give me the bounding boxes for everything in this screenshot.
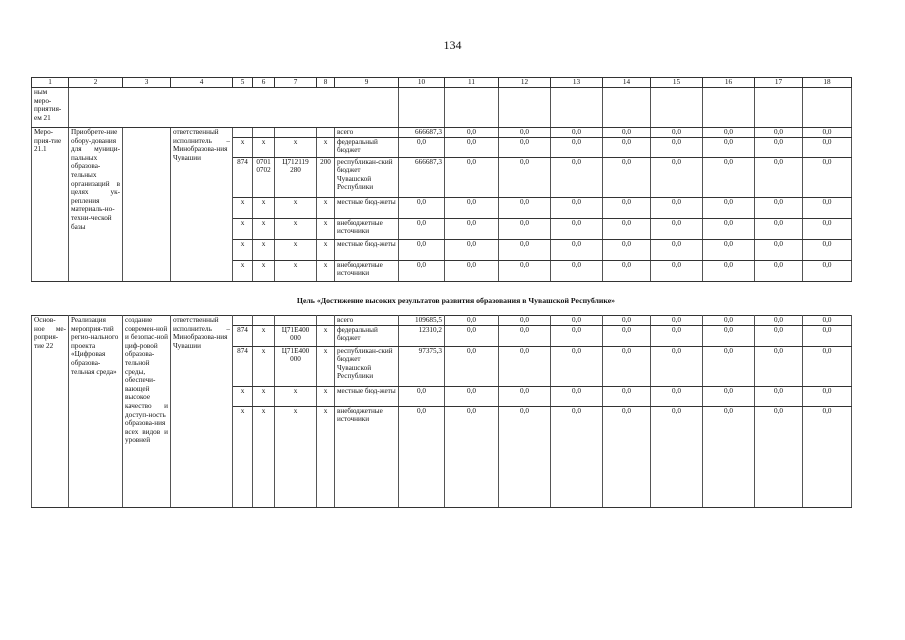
value-cell: 0,0 (651, 316, 703, 326)
value-cell: 0,0 (651, 406, 703, 507)
value-cell: 0,0 (803, 316, 852, 326)
expense-type-cell (317, 128, 335, 138)
section-cell: x (253, 239, 275, 260)
header-cell: 11 (445, 78, 499, 88)
continuation-cell (499, 88, 551, 128)
target-article-cell: Ц712119 280 (275, 157, 317, 197)
expense-type-cell: x (317, 346, 335, 386)
measure-22-title: Реализация мероприя-тий регио-нального проекта «Цифровая образова-тельная среда» (69, 316, 123, 508)
funding-source-cell: республикан-ский бюджет Чувашской Республики (335, 346, 399, 386)
header-cell: 12 (499, 78, 551, 88)
value-cell: 0,0 (703, 406, 755, 507)
header-cell: 1 (32, 78, 69, 88)
value-cell: 0,0 (651, 239, 703, 260)
value-cell: 0,0 (703, 197, 755, 218)
grbs-cell (233, 316, 253, 326)
grbs-cell: 874 (233, 157, 253, 197)
section-cell: x (253, 346, 275, 386)
expense-type-cell: x (317, 325, 335, 346)
value-cell: 0,0 (399, 197, 445, 218)
header-cell: 13 (551, 78, 603, 88)
funding-source-cell: республикан-ский бюджет Чувашской Республики (335, 157, 399, 197)
value-cell: 0,0 (499, 128, 551, 138)
value-cell: 0,0 (603, 346, 651, 386)
value-cell: 0,0 (803, 346, 852, 386)
goal-heading: Цель «Достижение высоких результатов развития образования в Чувашской Республике» (296, 296, 616, 305)
value-cell: 0,0 (445, 260, 499, 281)
section-cell (253, 316, 275, 326)
grbs-cell: x (233, 197, 253, 218)
value-cell: 0,0 (499, 218, 551, 239)
grbs-cell: 874 (233, 346, 253, 386)
value-cell: 0,0 (399, 137, 445, 157)
value-cell: 0,0 (803, 260, 852, 281)
funding-source-cell: местные бюд-жеты (335, 197, 399, 218)
value-cell: 0,0 (499, 346, 551, 386)
value-cell: 0,0 (703, 128, 755, 138)
value-cell: 0,0 (803, 325, 852, 346)
header-cell: 18 (803, 78, 852, 88)
value-cell: 0,0 (551, 157, 603, 197)
target-article-cell: x (275, 218, 317, 239)
value-cell: 0,0 (499, 260, 551, 281)
grbs-cell: 874 (233, 325, 253, 346)
value-cell: 0,0 (399, 386, 445, 406)
value-cell: 0,0 (445, 386, 499, 406)
value-cell: 0,0 (551, 137, 603, 157)
value-cell: 0,0 (603, 218, 651, 239)
header-cell: 16 (703, 78, 755, 88)
value-cell: 0,0 (551, 346, 603, 386)
value-cell: 0,0 (755, 346, 803, 386)
funding-source-cell: местные бюд-жеты (335, 386, 399, 406)
header-cell: 15 (651, 78, 703, 88)
measure-21-1-goal-cell (123, 128, 171, 282)
value-cell: 0,0 (551, 197, 603, 218)
section-cell: 0701 0702 (253, 157, 275, 197)
value-cell: 0,0 (399, 239, 445, 260)
expense-type-cell: x (317, 260, 335, 281)
expense-type-cell: x (317, 218, 335, 239)
funding-source-cell: всего (335, 128, 399, 138)
measure-22-goal: создание современ-ной и безопас-ной циф-ровой образова-тельной среды, обеспечи-вающей высокое качество и доступ-ность образова-ния всех видов и уровней (123, 316, 171, 508)
header-cell: 6 (253, 78, 275, 88)
section-cell (253, 128, 275, 138)
grbs-cell: x (233, 137, 253, 157)
expense-type-cell: x (317, 197, 335, 218)
expense-type-cell: x (317, 406, 335, 507)
header-cell: 10 (399, 78, 445, 88)
value-cell: 0,0 (399, 260, 445, 281)
value-cell: 0,0 (551, 325, 603, 346)
header-cell: 9 (335, 78, 399, 88)
value-cell: 0,0 (651, 137, 703, 157)
value-cell: 12310,2 (399, 325, 445, 346)
expense-type-cell: x (317, 386, 335, 406)
value-cell: 0,0 (603, 316, 651, 326)
section-cell: x (253, 260, 275, 281)
header-cell: 14 (603, 78, 651, 88)
continuation-cell (703, 88, 755, 128)
value-cell: 0,0 (703, 386, 755, 406)
grbs-cell: x (233, 239, 253, 260)
header-row (32, 78, 852, 88)
value-cell: 0,0 (551, 406, 603, 507)
value-cell: 0,0 (703, 346, 755, 386)
value-cell: 0,0 (803, 157, 852, 197)
continuation-cell (399, 88, 445, 128)
grbs-cell (233, 128, 253, 138)
measure-22-executor: ответственный исполнитель – Минобразова-ния Чувашии (171, 316, 233, 508)
continuation-cell (551, 88, 603, 128)
measure-22-label: Основ-ное ме-роприя-тие 22 (32, 316, 69, 508)
target-article-cell: x (275, 260, 317, 281)
value-cell: 0,0 (445, 197, 499, 218)
value-cell: 0,0 (803, 137, 852, 157)
continuation-cell (445, 88, 499, 128)
value-cell: 0,0 (803, 386, 852, 406)
value-cell: 0,0 (651, 128, 703, 138)
value-cell: 0,0 (703, 239, 755, 260)
header-cell: 3 (123, 78, 171, 88)
grbs-cell: x (233, 260, 253, 281)
continuation-cell (603, 88, 651, 128)
value-cell: 0,0 (651, 218, 703, 239)
value-cell: 0,0 (445, 316, 499, 326)
expense-type-cell: 200 (317, 157, 335, 197)
value-cell: 0,0 (399, 218, 445, 239)
value-cell: 0,0 (703, 157, 755, 197)
value-cell: 0,0 (755, 157, 803, 197)
grbs-cell: x (233, 386, 253, 406)
program-table-top (31, 77, 852, 282)
value-cell: 0,0 (603, 325, 651, 346)
continuation-cell (651, 88, 703, 128)
value-cell: 0,0 (445, 218, 499, 239)
funding-source-cell: внебюджетные источники (335, 260, 399, 281)
target-article-cell: x (275, 137, 317, 157)
value-cell: 0,0 (651, 346, 703, 386)
value-cell: 0,0 (499, 157, 551, 197)
header-cell: 4 (171, 78, 233, 88)
measure-21-1-title: Приобрете-ние обору-дования для муници-пальных образова-тельных организаций в целях ук-репления материаль-но-техни-ческой базы (69, 128, 123, 282)
value-cell: 0,0 (499, 406, 551, 507)
value-cell: 0,0 (445, 128, 499, 138)
section-cell: x (253, 386, 275, 406)
target-article-cell: x (275, 406, 317, 507)
value-cell: 0,0 (603, 239, 651, 260)
continuation-row (32, 88, 852, 128)
value-cell: 0,0 (551, 239, 603, 260)
value-cell: 0,0 (603, 137, 651, 157)
value-cell: 0,0 (445, 157, 499, 197)
value-cell: 0,0 (803, 218, 852, 239)
value-cell: 0,0 (651, 325, 703, 346)
value-cell: 0,0 (445, 137, 499, 157)
measure-21-1-label: Меро-прия-тие 21.1 (32, 128, 69, 282)
value-cell: 0,0 (755, 137, 803, 157)
section-cell: x (253, 406, 275, 507)
value-cell: 0,0 (499, 316, 551, 326)
target-article-cell (275, 316, 317, 326)
value-cell: 0,0 (755, 239, 803, 260)
target-article-cell: x (275, 239, 317, 260)
value-cell: 0,0 (803, 239, 852, 260)
grbs-cell: x (233, 406, 253, 507)
value-cell: 0,0 (551, 260, 603, 281)
section-cell: x (253, 197, 275, 218)
value-cell: 0,0 (603, 386, 651, 406)
value-cell: 0,0 (499, 197, 551, 218)
table-row (32, 316, 852, 326)
target-article-cell: x (275, 197, 317, 218)
value-cell: 0,0 (603, 406, 651, 507)
value-cell: 0,0 (703, 260, 755, 281)
value-cell: 0,0 (703, 316, 755, 326)
value-cell: 0,0 (499, 386, 551, 406)
value-cell: 0,0 (755, 406, 803, 507)
value-cell: 0,0 (755, 316, 803, 326)
value-cell: 0,0 (445, 406, 499, 507)
value-cell: 0,0 (755, 260, 803, 281)
value-cell: 0,0 (499, 325, 551, 346)
header-cell: 17 (755, 78, 803, 88)
value-cell: 0,0 (603, 260, 651, 281)
expense-type-cell (317, 316, 335, 326)
continuation-merged-cell (69, 88, 399, 128)
value-cell: 0,0 (651, 197, 703, 218)
value-cell: 0,0 (803, 406, 852, 507)
value-cell: 0,0 (703, 137, 755, 157)
target-article-cell: Ц71Е400 000 (275, 325, 317, 346)
value-cell: 97375,3 (399, 346, 445, 386)
value-cell: 0,0 (755, 386, 803, 406)
section-cell: x (253, 218, 275, 239)
value-cell: 0,0 (603, 197, 651, 218)
section-cell: x (253, 137, 275, 157)
value-cell: 0,0 (651, 157, 703, 197)
value-cell: 0,0 (603, 157, 651, 197)
funding-source-cell: внебюджетные источники (335, 406, 399, 507)
page-number: 134 (443, 38, 462, 52)
value-cell: 0,0 (703, 218, 755, 239)
expense-type-cell: x (317, 137, 335, 157)
continuation-col1: ным меро-приятия-ем 21 (32, 88, 69, 128)
funding-source-cell: внебюджетные источники (335, 218, 399, 239)
value-cell: 0,0 (445, 239, 499, 260)
funding-source-cell: местные бюд-жеты (335, 239, 399, 260)
value-cell: 109685,5 (399, 316, 445, 326)
value-cell: 0,0 (755, 218, 803, 239)
value-cell: 0,0 (603, 128, 651, 138)
value-cell: 0,0 (551, 316, 603, 326)
program-table-bottom (31, 315, 852, 508)
header-cell: 8 (317, 78, 335, 88)
continuation-cell (755, 88, 803, 128)
value-cell: 0,0 (399, 406, 445, 507)
target-article-cell: Ц71Е400 000 (275, 346, 317, 386)
value-cell: 0,0 (445, 325, 499, 346)
header-cell: 2 (69, 78, 123, 88)
value-cell: 0,0 (499, 239, 551, 260)
funding-source-cell: федеральный бюджет (335, 137, 399, 157)
value-cell: 0,0 (755, 197, 803, 218)
funding-source-cell: федеральный бюджет (335, 325, 399, 346)
value-cell: 0,0 (755, 325, 803, 346)
expense-type-cell: x (317, 239, 335, 260)
value-cell: 0,0 (755, 128, 803, 138)
target-article-cell (275, 128, 317, 138)
header-cell: 7 (275, 78, 317, 88)
table-row (32, 128, 852, 138)
target-article-cell: x (275, 386, 317, 406)
value-cell: 666687,3 (399, 157, 445, 197)
value-cell: 0,0 (499, 137, 551, 157)
funding-source-cell: всего (335, 316, 399, 326)
header-cell: 5 (233, 78, 253, 88)
value-cell: 0,0 (803, 128, 852, 138)
continuation-cell (803, 88, 852, 128)
grbs-cell: x (233, 218, 253, 239)
value-cell: 0,0 (651, 386, 703, 406)
value-cell: 0,0 (551, 218, 603, 239)
value-cell: 0,0 (651, 260, 703, 281)
measure-21-1-executor: ответственный исполнитель – Минобразова-ния Чувашии (171, 128, 233, 282)
value-cell: 0,0 (445, 346, 499, 386)
value-cell: 0,0 (551, 128, 603, 138)
value-cell: 0,0 (703, 325, 755, 346)
section-cell: x (253, 325, 275, 346)
value-cell: 0,0 (803, 197, 852, 218)
value-cell: 666687,3 (399, 128, 445, 138)
value-cell: 0,0 (551, 386, 603, 406)
